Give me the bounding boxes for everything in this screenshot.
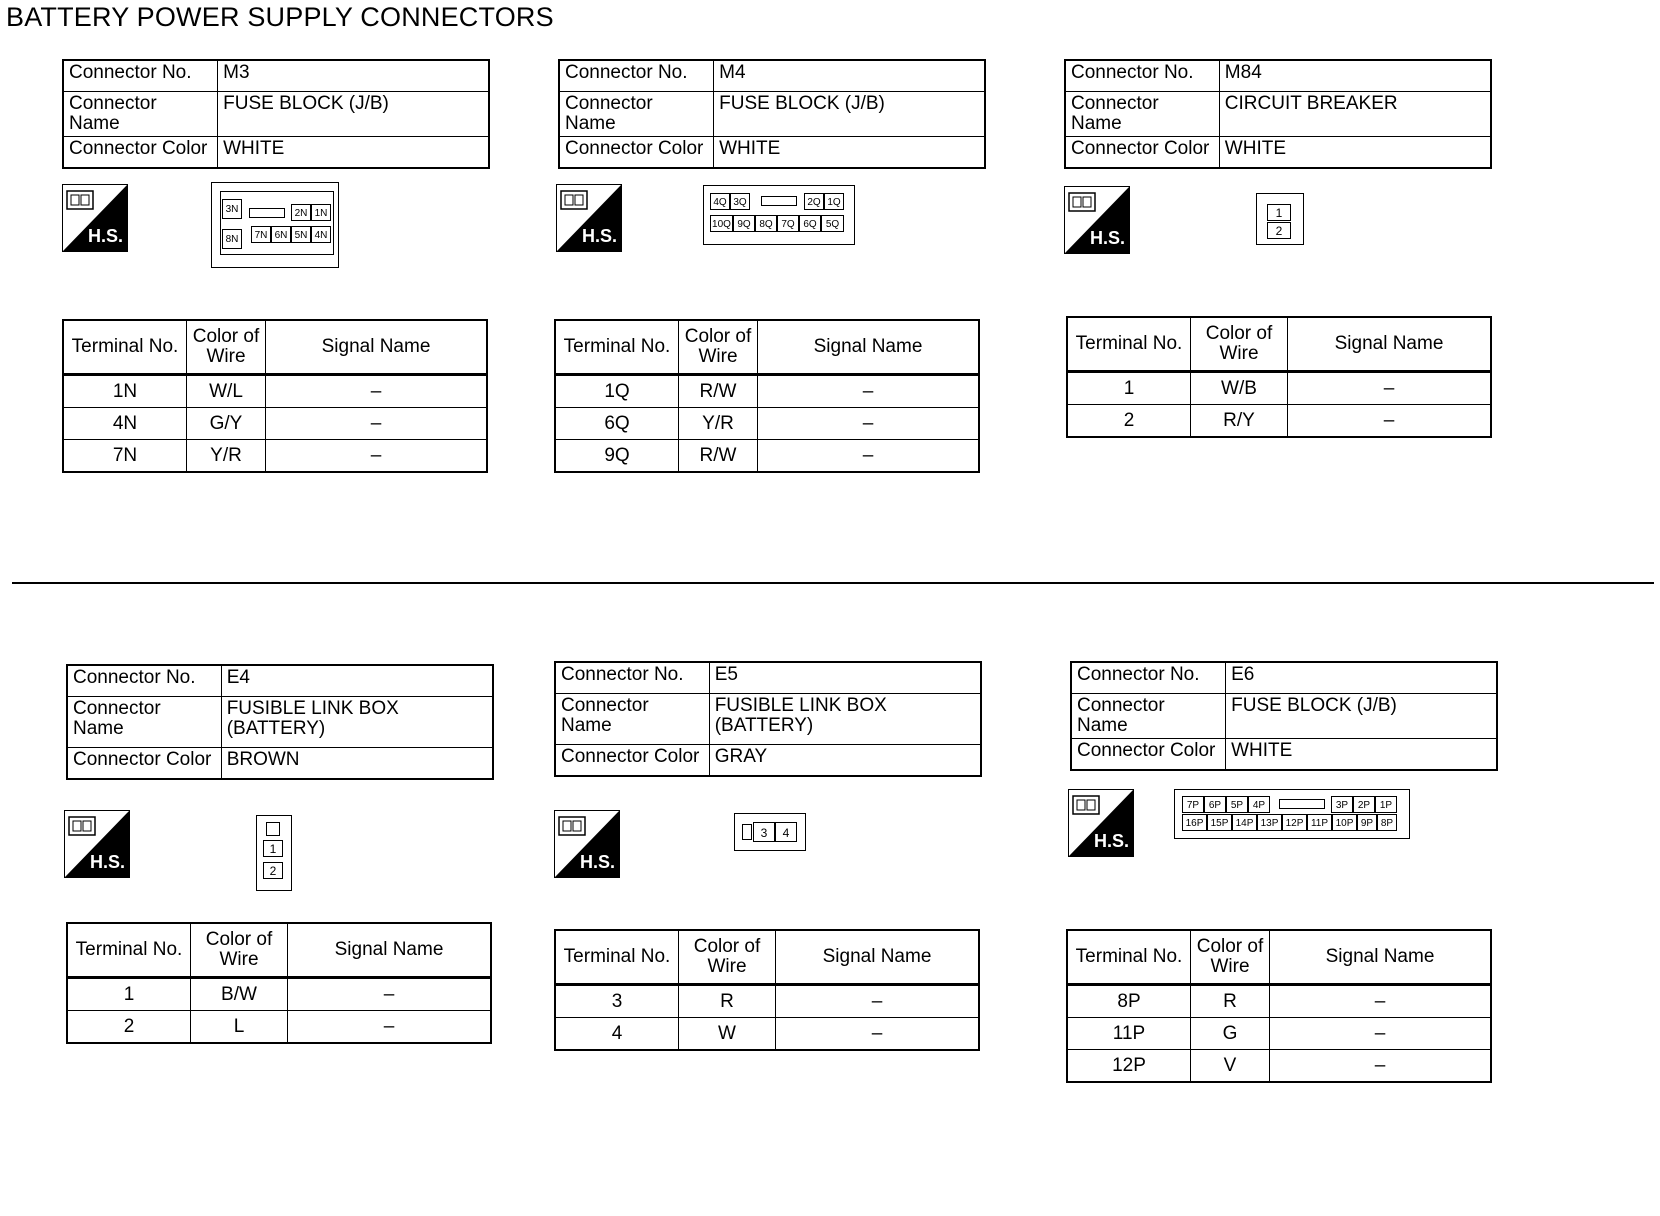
pin: 7P [1182, 796, 1204, 813]
color-of-wire-header: Color of Wire [679, 320, 758, 375]
connector-name-value: FUSE BLOCK (J/B) [1226, 694, 1497, 739]
terminal-table [1066, 316, 1492, 438]
connector-info-table [558, 59, 986, 169]
page-title: BATTERY POWER SUPPLY CONNECTORS [6, 2, 554, 32]
color-of-wire-header: Color of Wire [1191, 930, 1270, 985]
signal-cell: – [1270, 985, 1492, 1018]
pin: 9P [1357, 814, 1377, 831]
connector-color-value: WHITE [1226, 739, 1497, 771]
connector-color-label: Connector Color [1071, 739, 1226, 771]
pin: 2 [263, 862, 283, 879]
connector-name-value: FUSE BLOCK (J/B) [714, 92, 985, 137]
connector-info-table [554, 661, 982, 777]
terminal-cell: 7N [63, 440, 187, 473]
harness-side-icon [62, 184, 128, 252]
wire-cell: W/B [1191, 372, 1288, 405]
table-row [555, 1018, 979, 1051]
terminal-cell: 1 [67, 978, 191, 1011]
pin: 2 [1267, 222, 1291, 239]
connector-no-label: Connector No. [555, 662, 709, 694]
table-row [67, 978, 491, 1011]
connector-no-label: Connector No. [63, 60, 218, 92]
pin: 5P [1226, 796, 1248, 813]
harness-side-icon [1064, 186, 1130, 254]
pin: 9Q [733, 215, 755, 232]
wire-cell: V [1191, 1050, 1270, 1083]
connector-no-value: E6 [1226, 662, 1497, 694]
table-row [1067, 372, 1491, 405]
table-row [1067, 405, 1491, 438]
hs-label: H.S. [581, 226, 617, 246]
signal-cell: – [758, 375, 980, 408]
connector-face-diagram [256, 815, 292, 891]
signal-name-header: Signal Name [776, 930, 980, 985]
connector-face-diagram [211, 182, 339, 268]
connector-color-label: Connector Color [559, 137, 714, 169]
pin: 1N [311, 204, 331, 221]
pin: 4 [775, 822, 797, 842]
hs-label: H.S. [89, 852, 125, 872]
table-row [555, 408, 979, 440]
latch [249, 208, 285, 218]
connector-color-value: BROWN [221, 748, 493, 780]
table-row [67, 1011, 491, 1044]
terminal-table [554, 319, 980, 473]
pin: 2Q [804, 193, 824, 210]
connector-no-value: M4 [714, 60, 985, 92]
pin: 2P [1353, 796, 1375, 813]
signal-cell: – [266, 440, 488, 473]
wire-cell: B/W [191, 978, 288, 1011]
pin: 1 [1267, 204, 1291, 221]
table-row [555, 440, 979, 473]
terminal-cell: 2 [67, 1011, 191, 1044]
connector-face-inner [220, 191, 334, 255]
connector-no-label: Connector No. [1071, 662, 1226, 694]
signal-cell: – [266, 375, 488, 408]
table-row [1067, 985, 1491, 1018]
connector-name-value: FUSIBLE LINK BOX (BATTERY) [221, 697, 493, 748]
color-of-wire-header: Color of Wire [191, 923, 288, 978]
table-row [63, 408, 487, 440]
terminal-cell: 4N [63, 408, 187, 440]
pin: 8P [1377, 814, 1397, 831]
connector-face-diagram [734, 813, 806, 851]
table-row [63, 440, 487, 473]
signal-cell: – [1288, 405, 1492, 438]
pin: 3 [753, 822, 775, 842]
terminal-table [62, 319, 488, 473]
color-of-wire-header: Color of Wire [1191, 317, 1288, 372]
terminal-no-header: Terminal No. [555, 930, 679, 985]
connector-name-label: Connector Name [555, 694, 709, 745]
terminal-no-header: Terminal No. [67, 923, 191, 978]
terminal-cell: 3 [555, 985, 679, 1018]
pin: 5N [291, 226, 311, 243]
terminal-cell: 1Q [555, 375, 679, 408]
connector-info-table [1064, 59, 1492, 169]
table-row [555, 375, 979, 408]
connector-name-label: Connector Name [1065, 92, 1219, 137]
connector-color-label: Connector Color [555, 745, 709, 777]
signal-name-header: Signal Name [1270, 930, 1492, 985]
terminal-cell: 1 [1067, 372, 1191, 405]
table-row [1067, 1018, 1491, 1050]
pin: 16P [1182, 814, 1207, 831]
signal-cell: – [758, 440, 980, 473]
signal-cell: – [1270, 1050, 1492, 1083]
connector-color-value: WHITE [1219, 137, 1491, 169]
connector-no-label: Connector No. [1065, 60, 1219, 92]
connector-name-value: FUSE BLOCK (J/B) [218, 92, 489, 137]
wire-cell: W/L [187, 375, 266, 408]
pin: 1P [1375, 796, 1397, 813]
pin: 11P [1307, 814, 1332, 831]
terminal-cell: 8P [1067, 985, 1191, 1018]
pin: 7N [251, 226, 271, 243]
harness-side-icon [64, 810, 130, 878]
connector-info-table [66, 664, 494, 780]
table-row [63, 375, 487, 408]
pin: 4N [311, 226, 331, 243]
signal-name-header: Signal Name [266, 320, 488, 375]
connector-no-value: M84 [1219, 60, 1491, 92]
pin: 6P [1204, 796, 1226, 813]
pin: 10Q [710, 215, 733, 232]
terminal-no-header: Terminal No. [63, 320, 187, 375]
pin: 3N [222, 199, 242, 219]
signal-name-header: Signal Name [288, 923, 492, 978]
latch [761, 196, 797, 206]
pin: 4P [1248, 796, 1270, 813]
signal-cell: – [266, 408, 488, 440]
hs-label: H.S. [579, 852, 615, 872]
wire-cell: Y/R [679, 408, 758, 440]
terminal-table [1066, 929, 1492, 1083]
hs-label: H.S. [1089, 228, 1125, 248]
connector-color-label: Connector Color [1065, 137, 1219, 169]
signal-name-header: Signal Name [758, 320, 980, 375]
pin: 4Q [710, 193, 730, 210]
latch [266, 822, 280, 836]
terminal-cell: 12P [1067, 1050, 1191, 1083]
terminal-table [66, 922, 492, 1044]
connector-name-value: CIRCUIT BREAKER [1219, 92, 1491, 137]
terminal-table [554, 929, 980, 1051]
signal-cell: – [1270, 1018, 1492, 1050]
color-of-wire-header: Color of Wire [679, 930, 776, 985]
pin: 3P [1331, 796, 1353, 813]
pin: 1Q [824, 193, 844, 210]
wire-cell: L [191, 1011, 288, 1044]
connector-info-table [62, 59, 490, 169]
pin: 6Q [799, 215, 821, 232]
wire-cell: G [1191, 1018, 1270, 1050]
connector-no-value: E5 [709, 662, 981, 694]
pin: 1 [263, 840, 283, 857]
wire-cell: R/W [679, 440, 758, 473]
pin: 7Q [777, 215, 799, 232]
signal-cell: – [776, 985, 980, 1018]
connector-name-value: FUSIBLE LINK BOX (BATTERY) [709, 694, 981, 745]
terminal-cell: 11P [1067, 1018, 1191, 1050]
pin: 8Q [755, 215, 777, 232]
wire-cell: R [1191, 985, 1270, 1018]
connector-name-label: Connector Name [559, 92, 714, 137]
terminal-cell: 4 [555, 1018, 679, 1051]
color-of-wire-header: Color of Wire [187, 320, 266, 375]
connector-name-label: Connector Name [63, 92, 218, 137]
terminal-cell: 6Q [555, 408, 679, 440]
connector-no-value: E4 [221, 665, 493, 697]
connector-no-value: M3 [218, 60, 489, 92]
latch [1279, 799, 1325, 809]
connector-color-label: Connector Color [63, 137, 218, 169]
connector-info-table [1070, 661, 1498, 771]
connector-face-diagram [703, 185, 855, 245]
terminal-cell: 2 [1067, 405, 1191, 438]
pin: 5Q [821, 215, 844, 232]
pin: 2N [291, 204, 311, 221]
harness-side-icon [556, 184, 622, 252]
signal-cell: – [288, 978, 492, 1011]
connector-color-value: WHITE [714, 137, 985, 169]
connector-name-label: Connector Name [1071, 694, 1226, 739]
pin: 6N [271, 226, 291, 243]
hs-label: H.S. [87, 226, 123, 246]
harness-side-icon [554, 810, 620, 878]
wire-cell: W [679, 1018, 776, 1051]
pin: 3Q [730, 193, 750, 210]
pin: 10P [1332, 814, 1357, 831]
signal-cell: – [776, 1018, 980, 1051]
connector-color-label: Connector Color [67, 748, 221, 780]
hs-label: H.S. [1093, 831, 1129, 851]
signal-cell: – [1288, 372, 1492, 405]
terminal-no-header: Terminal No. [1067, 317, 1191, 372]
pin: 15P [1207, 814, 1232, 831]
latch [742, 824, 752, 840]
signal-cell: – [758, 408, 980, 440]
connector-face-diagram [1256, 193, 1304, 245]
pin: 14P [1232, 814, 1257, 831]
harness-side-icon [1068, 789, 1134, 857]
connector-name-label: Connector Name [67, 697, 221, 748]
connector-no-label: Connector No. [67, 665, 221, 697]
connector-color-value: WHITE [218, 137, 489, 169]
wire-cell: R/W [679, 375, 758, 408]
wire-cell: Y/R [187, 440, 266, 473]
wire-cell: G/Y [187, 408, 266, 440]
wire-cell: R [679, 985, 776, 1018]
pin: 8N [222, 229, 242, 249]
connector-color-value: GRAY [709, 745, 981, 777]
signal-name-header: Signal Name [1288, 317, 1492, 372]
signal-cell: – [288, 1011, 492, 1044]
terminal-cell: 1N [63, 375, 187, 408]
table-row [1067, 1050, 1491, 1083]
wire-cell: R/Y [1191, 405, 1288, 438]
terminal-no-header: Terminal No. [1067, 930, 1191, 985]
section-divider [12, 582, 1654, 584]
table-row [555, 985, 979, 1018]
pin: 12P [1282, 814, 1307, 831]
terminal-cell: 9Q [555, 440, 679, 473]
pin: 13P [1257, 814, 1282, 831]
terminal-no-header: Terminal No. [555, 320, 679, 375]
connector-no-label: Connector No. [559, 60, 714, 92]
connector-face-diagram [1174, 789, 1410, 839]
